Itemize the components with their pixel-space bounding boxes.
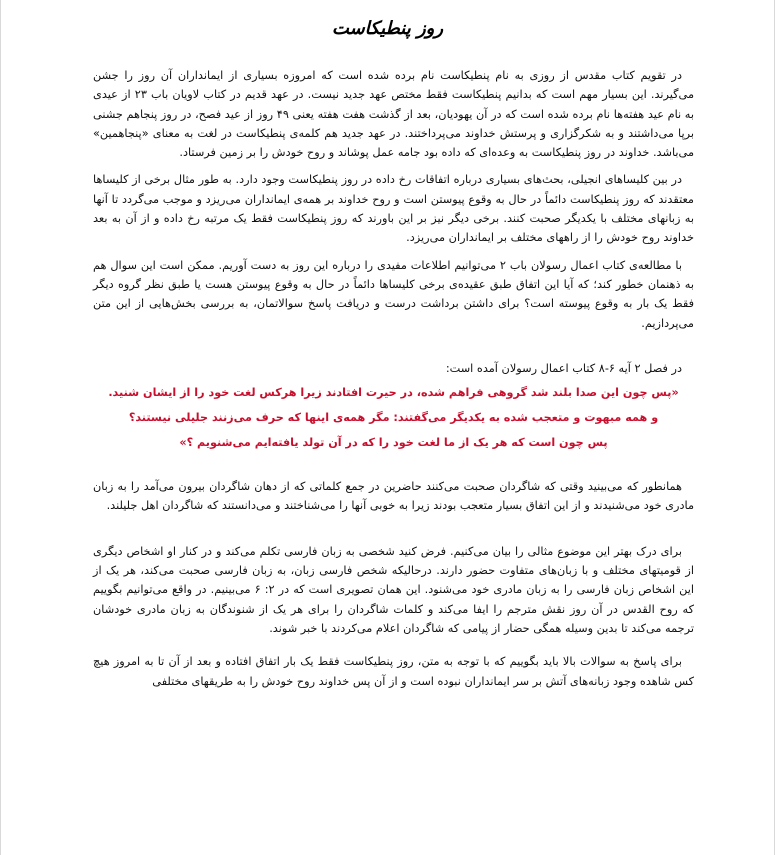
quote-line-2[interactable]: و همه مبهوت و متعجب شده به یکدیگر می‌گفتند: مگر همه‌ی اینها که حرف می‌زنند جلیلی نیستند؟ <box>128 411 659 425</box>
paragraph-1: در تقویم کتاب مقدس از روزی به نام پنطیکاست نام برده شده است که امروزه بسیاری از ایمانداران آن روز را جشن می‌گیرند. این بسیار مهم است که بدانیم پنطیکاست فقط مختص عهد جدید نیست. در عهد قدیم در کتاب لاویان باب ۲۳ از عیدی به نام عید هفته‌ها نام برده شده است که در آن یهودیان، بعد از گذشت هفت هفته یعنی ۴۹ روز از عید فصح، در روز پنجاهم جشنی برپا می‌داشتند و به شکرگزاری و پرستش خداوند می‌پرداختند. در عهد جدید هم کلمه‌ی پنطیکاست در لغت به معنای «پنجاهمین» می‌باشد. خداوند در روز پنطیکاست به وعده‌ای که داده بود جامه عمل پوشاند و روح خودش را بر زمین فرستاد. <box>93 69 695 160</box>
paragraph-6: برای پاسخ به سوالات بالا باید بگوییم که با توجه به متن، روز پنطیکاست فقط یک بار اتفاق افتاده و بعد از آن تا به امروز هیچ کس شاهده وجود زبانه‌های آتش بر سر ایمانداران نبوده است و از آن پس خداوند روح خودش را به طریقهای مختلفی <box>93 655 694 688</box>
quote-intro: در فصل ۲ آیه ۶-۸ کتاب اعمال رسولان آمده است: <box>445 361 682 375</box>
document-body <box>93 66 694 699</box>
quote-line-1: «پس چون این صدا بلند شد گروهی فراهم شده، در حیرت افتادند زیرا هرکس لغت خود را از ایشان شنید. <box>108 386 679 400</box>
paragraph-4: همانطور که می‌بینید وقتی که شاگردان صحبت می‌کنند حاضرین در جمع کلماتی که از دهان شاگردان بیرون می‌آمد را به زبان مادری خود می‌شنیدند و از این اتفاق بسیار متعجب بودند زیرا به خوبی آنها را می‌شناختند و می‌دانستند که شاگردان اهل جلیلند. <box>93 480 694 513</box>
paragraph-2: در بین کلیساهای انجیلی، بحث‌های بسیاری درباره اتفاقات رخ داده در روز پنطیکاست وجود دارد. به طور مثال برخی از کلیساها معتقدند که روز پنطیکاست دائماً در حال به وقوع پیوستن است و روح خداوند بر همه‌ی ایمانداران می‌ریزد و موجب می‌گردد تا آنها به زبانهای مختلف با یکدیگر صحبت کنند. برخی دیگر نیز بر این باورند که روز پنطیکاست فقط یک مرتبه رخ داده و از آن به بعد خداوند روح خودش را از راههای مختلف بر ایمانداران می‌ریزد. <box>93 173 694 245</box>
page-title: روز پنطیکاست <box>331 18 444 39</box>
scripture-quote <box>93 380 694 455</box>
paragraph-3: با مطالعه‌ی کتاب اعمال رسولان باب ۲ می‌توانیم اطلاعات مفیدی را درباره این روز به دست آوریم. ممکن است این سوال هم به ذهنمان خطور کند؛ که آیا این اتفاق طبق عقیده‌ی برخی کلیساها دائماً در حال به وقوع پیوستن هست یا طبق نظر گروه دیگر فقط یک بار به وقوع پیوسته است؟ برای داشتن برداشت درست و دریافت پاسخ سوالاتمان، به بررسی بخش‌هایی از این متن می‌پردازیم. <box>93 258 694 330</box>
paragraph-5: برای درک بهتر این موضوع مثالی را بیان می‌کنیم. فرض کنید شخصی به زبان فارسی تکلم می‌کند و در کنار او اشخاص دیگری از قومیتهای مختلف و با زبان‌های متفاوت حضور دارند. درحالیکه شخص فارسی زبان، به زبان فارسی صحبت می‌کند، هر یک از این اشخاص زبان فارسی را به زبان مادری خود می‌شنود. این همان تصویری است که در ۲: ۶ می‌بینیم. در واقع می‌توانیم بگوییم که روح القدس در آن روز نقش مترجم را ایفا می‌کند و کلمات شاگردان را برای هر یک از شنوندگان به زبان مادری خودشان ترجمه می‌کند تا بدین وسیله همگی حضار از پیامی که شاگردان اعلام می‌کردند با خبر شوند. <box>93 544 695 635</box>
quote-line-3: پس چون است که هر یک از ما لغت خود را که در آن تولد یافته‌ایم می‌شنویم ؟» <box>179 436 608 450</box>
